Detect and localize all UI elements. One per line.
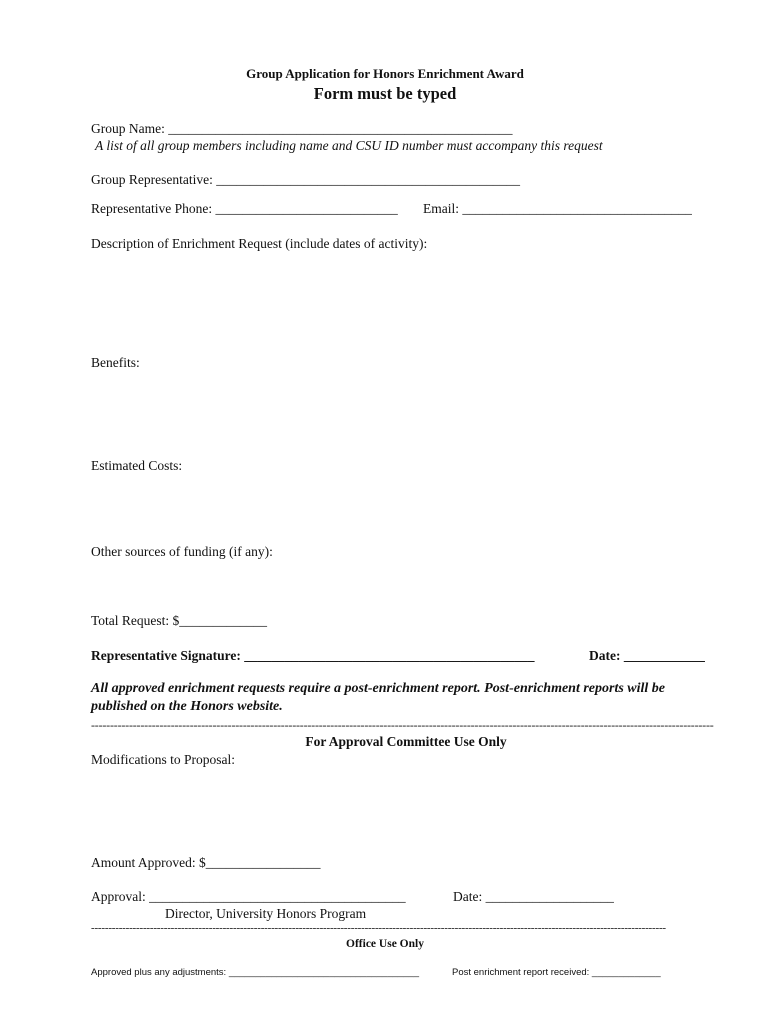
other-funding-label: Other sources of funding (if any):	[91, 544, 273, 559]
modifications-label: Modifications to Proposal:	[91, 752, 235, 767]
members-note: A list of all group members including name and CSU ID number must accompany this request	[95, 138, 603, 153]
email-field[interactable]: Email: __________________________________	[423, 201, 692, 216]
office-separator: ----------------------------------------------------------------------------------------------------------------------------------------------------------------------	[91, 922, 666, 934]
form-subtitle: Form must be typed	[313, 84, 457, 103]
committee-separator: --------------------------------------------------------------------------------------------------------------------------------------------------------------------	[91, 718, 714, 732]
estimated-costs-label: Estimated Costs:	[91, 458, 183, 473]
amount-approved-field[interactable]: Amount Approved: $_________________	[91, 855, 321, 870]
office-heading: Office Use Only	[346, 938, 424, 950]
adjustments-field[interactable]: Approved plus any adjustments: ____________________________________	[91, 967, 420, 978]
group-name-field[interactable]: Group Name: ___________________________________________________	[91, 121, 513, 136]
representative-phone-field[interactable]: Representative Phone: ___________________________	[91, 201, 398, 216]
approval-signature-field[interactable]: Approval: ______________________________________	[91, 889, 406, 904]
notice-line-2-text: published on the Honors website	[91, 699, 280, 714]
benefits-label: Benefits:	[91, 355, 140, 370]
notice-line-2: published on the Honors website.	[91, 699, 283, 714]
description-label: Description of Enrichment Request (include dates of activity):	[91, 236, 428, 251]
representative-signature-field[interactable]: Representative Signature: ___________________________________________	[91, 648, 535, 663]
notice-line-1: All approved enrichment requests require a post-enrichment report. Post-enrichment reports will be	[91, 681, 666, 696]
post-report-field[interactable]: Post enrichment report received: _____________	[452, 967, 661, 978]
committee-heading: For Approval Committee Use Only	[305, 734, 507, 749]
approval-date-field[interactable]: Date: ___________________	[453, 889, 614, 904]
signature-date-field[interactable]: Date: ____________	[589, 648, 705, 663]
director-caption: Director, University Honors Program	[165, 906, 367, 921]
total-request-field[interactable]: Total Request: $_____________	[91, 613, 268, 628]
form-title: Group Application for Honors Enrichment Award	[246, 66, 524, 81]
group-representative-field[interactable]: Group Representative: _____________________________________________	[91, 172, 520, 187]
